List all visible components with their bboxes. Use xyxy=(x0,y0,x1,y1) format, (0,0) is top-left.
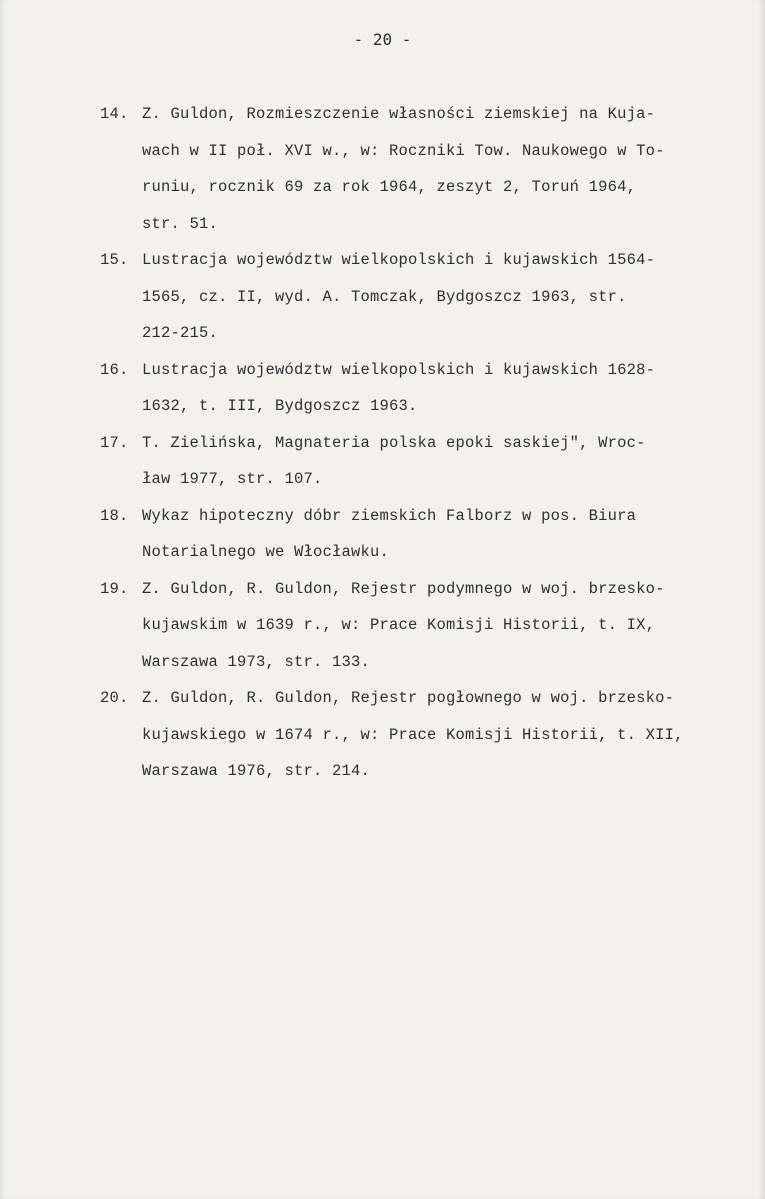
footnote-18 xyxy=(100,498,750,571)
footnote-number: 16. xyxy=(100,360,129,379)
footnote-line: Warszawa 1976, str. 214. xyxy=(142,762,371,780)
footnote-line: Z. Guldon, R. Guldon, Rejestr podymnego w woj. brzesko- xyxy=(142,579,665,598)
footnote-line: 212-215. xyxy=(142,324,219,342)
footnote-line: T. Zielińska, Magnateria polska epoki saskiej", Wroc- xyxy=(142,433,646,452)
footnote-line: 1565, cz. II, wyd. A. Tomczak, Bydgoszcz 1963, str. xyxy=(142,287,627,306)
footnote-number: 20. xyxy=(100,689,129,707)
footnote-line: wach w II poł. XVI w., w: Roczniki Tow. Naukowego w To- xyxy=(142,141,665,160)
footnote-number: 18. xyxy=(100,506,129,525)
footnote-number: 14. xyxy=(100,105,129,123)
footnote-line: Warszawa 1973, str. 133. xyxy=(142,652,371,671)
footnote-number: 17. xyxy=(100,433,129,452)
footnote-16 xyxy=(100,352,750,425)
page-number: - 20 - xyxy=(353,30,412,49)
footnote-15 xyxy=(100,242,750,352)
footnote-line: Z. Guldon, Rozmieszczenie własności ziemskiej na Kuja- xyxy=(142,105,656,123)
footnote-line: kujawskim w 1639 r., w: Prace Komisji Historii, t. IX, xyxy=(142,616,656,634)
footnote-17 xyxy=(100,425,750,498)
footnote-number: 19. xyxy=(100,579,129,598)
footnote-line: Lustracja województw wielkopolskich i kujawskich 1628- xyxy=(142,360,656,379)
footnote-line: str. 51. xyxy=(142,214,219,233)
footnote-line: Z. Guldon, R. Guldon, Rejestr pogłownego w woj. brzesko- xyxy=(142,689,675,707)
footnote-line: 1632, t. III, Bydgoszcz 1963. xyxy=(142,397,418,415)
footnote-line: Notarialnego we Włocławku. xyxy=(142,543,390,561)
footnote-19 xyxy=(100,571,750,681)
footnote-line: Lustracja województw wielkopolskich i kujawskich 1564- xyxy=(142,251,656,269)
footnote-line: runiu, rocznik 69 za rok 1964, zeszyt 2, Toruń 1964, xyxy=(142,178,637,196)
footnote-list xyxy=(100,96,750,790)
footnote-line: kujawskiego w 1674 r., w: Prace Komisji Historii, t. XII, xyxy=(142,725,684,744)
footnote-14 xyxy=(100,96,750,242)
footnote-line: ław 1977, str. 107. xyxy=(142,470,323,488)
footnote-number: 15. xyxy=(100,251,129,269)
footnote-line: Wykaz hipoteczny dóbr ziemskich Falborz w pos. Biura xyxy=(142,506,637,525)
footnote-20 xyxy=(100,680,750,790)
